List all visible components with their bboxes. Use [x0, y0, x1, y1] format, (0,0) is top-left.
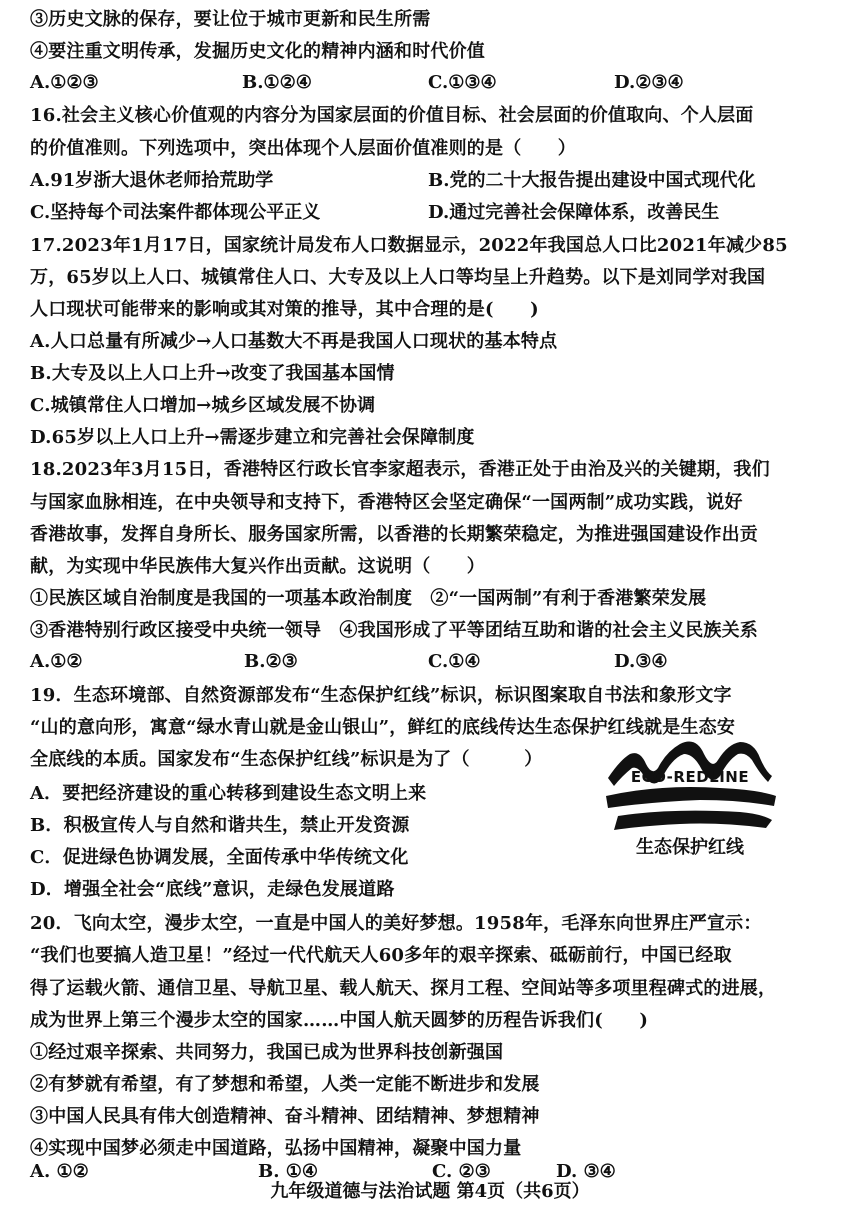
q17-stem-line-1: 17.2023年1月17日，国家统计局发布人口数据显示，2022年我国总人口比2021年减少85 — [30, 235, 788, 256]
q15-option-d: D.②③④ — [614, 72, 684, 93]
q20-statement-3: ③中国人民具有伟大创造精神、奋斗精神、团结精神、梦想精神 — [30, 1106, 540, 1127]
q20-statement-1: ①经过艰辛探索、共同努力，我国已成为世界科技创新强国 — [30, 1042, 504, 1063]
q19-option-a: A．要把经济建设的重心转移到建设生态文明上来 — [30, 783, 427, 804]
q16-stem-line-2: 的价值准则。下列选项中，突出体现个人层面价值准则的是（ ） — [30, 138, 576, 159]
q18-stem-line-3: 香港故事，发挥自身所长、服务国家所需，以香港的长期繁荣稳定，为推进强国建设作出贡 — [30, 524, 758, 545]
q15-statement-4: ④要注重文明传承，发掘历史文化的精神内涵和时代价值 — [30, 41, 485, 62]
q19-option-d: D．增强全社会“底线”意识，走绿色发展道路 — [30, 879, 395, 900]
q20-option-c: C. ②③ — [432, 1161, 491, 1182]
q15-option-c: C.①③④ — [428, 72, 497, 93]
q20-statement-4: ④实现中国梦必须走中国道路，弘扬中国精神，凝聚中国力量 — [30, 1138, 522, 1159]
q17-option-a: A.人口总量有所减少→人口基数大不再是我国人口现状的基本特点 — [30, 331, 558, 352]
q17-option-c: C.城镇常住人口增加→城乡区域发展不协调 — [30, 395, 376, 416]
logo-eco-text: ECO-REDLINE — [630, 768, 750, 786]
q19-stem-line-3: 全底线的本质。国家发布“生态保护红线”标识是为了（ ） — [30, 749, 543, 770]
q18-stem-line-4: 献，为实现中华民族伟大复兴作出贡献。这说明（ ） — [30, 556, 485, 577]
q18-option-b: B.②③ — [244, 651, 298, 672]
q17-stem-line-3: 人口现状可能带来的影响或其对策的推导，其中合理的是( ) — [30, 299, 539, 320]
logo-caption: 生态保护红线 — [636, 837, 744, 858]
q18-statements-3-4: ③香港特别行政区接受中央统一领导 ④我国形成了平等团结互助和谐的社会主义民族关系 — [30, 620, 758, 641]
q16-option-c: C.坚持每个司法案件都体现公平正义 — [30, 202, 321, 223]
q18-stem-line-2: 与国家血脉相连，在中央领导和支持下，香港特区会坚定确保“一国两制”成功实践，说好 — [30, 492, 743, 513]
q20-stem-line-4: 成为世界上第三个漫步太空的国家……中国人航天圆梦的历程告诉我们( ) — [30, 1010, 649, 1031]
q18-stem-line-1: 18.2023年3月15日，香港特区行政长官李家超表示，香港正处于由治及兴的关键期，我们 — [30, 459, 770, 480]
q16-option-d: D.通过完善社会保障体系，改善民生 — [428, 202, 720, 223]
q16-option-b: B.党的二十大报告提出建设中国式现代化 — [428, 170, 756, 191]
q16-stem-line-1: 16.社会主义核心价值观的内容分为国家层面的价值目标、社会层面的价值取向、个人层面 — [30, 105, 754, 126]
q15-statement-3: ③历史文脉的保存，要让位于城市更新和民生所需 — [30, 9, 431, 30]
q15-option-a: A.①②③ — [30, 72, 99, 93]
q20-statement-2: ②有梦就有希望，有了梦想和希望，人类一定能不断进步和发展 — [30, 1074, 540, 1095]
q19-stem-line-2: “山的意向形，寓意“绿水青山就是金山银山”，鲜红的底线传达生态保护红线就是生态安 — [30, 717, 736, 738]
q16-option-a: A.91岁浙大退休老师拾荒助学 — [30, 170, 274, 191]
q20-option-b: B. ①④ — [258, 1161, 319, 1182]
q20-option-a: A. ①② — [30, 1161, 89, 1182]
q18-statements-1-2: ①民族区域自治制度是我国的一项基本政治制度 ②“一国两制”有利于香港繁荣发展 — [30, 588, 707, 609]
q15-option-b: B.①②④ — [242, 72, 312, 93]
q17-option-b: B.大专及以上人口上升→改变了我国基本国情 — [30, 363, 395, 384]
q20-stem-line-2: “我们也要搞人造卫星！”经过一代代航天人60多年的艰辛探索、砥砺前行，中国已经取 — [30, 945, 732, 966]
q18-option-d: D.③④ — [614, 651, 668, 672]
q19-option-c: C．促进绿色协调发展，全面传承中华传统文化 — [30, 847, 409, 868]
q19-option-b: B．积极宣传人与自然和谐共生，禁止开发资源 — [30, 815, 410, 836]
q17-option-d: D.65岁以上人口上升→需逐步建立和完善社会保障制度 — [30, 427, 475, 448]
q17-stem-line-2: 万，65岁以上人口、城镇常住人口、大专及以上人口等均呈上升趋势。以下是刘同学对我国 — [30, 267, 766, 288]
page-footer: 九年级道德与法治试题 第4页（共6页） — [270, 1181, 590, 1202]
q20-option-d: D. ③④ — [556, 1161, 616, 1182]
q20-stem-line-1: 20．飞向太空，漫步太空，一直是中国人的美好梦想。1958年，毛泽东向世界庄严宣示： — [30, 913, 762, 934]
q20-stem-line-3: 得了运载火箭、通信卫星、导航卫星、载人航天、探月工程、空间站等多项里程碑式的进展， — [30, 978, 777, 999]
q19-stem-line-1: 19．生态环境部、自然资源部发布“生态保护红线”标识，标识图案取自书法和象形文字 — [30, 685, 732, 706]
q18-option-c: C.①④ — [428, 651, 481, 672]
q18-option-a: A.①② — [30, 651, 83, 672]
